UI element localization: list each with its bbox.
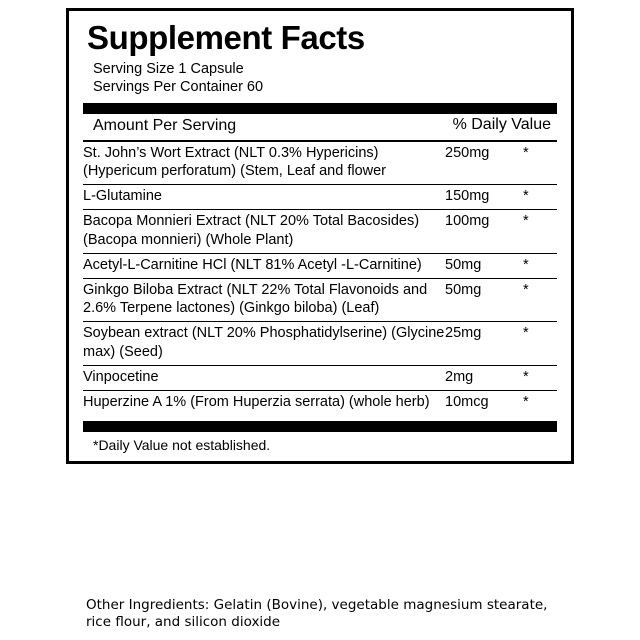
ingredient-amount: 100mg: [445, 210, 523, 254]
nutrition-table: [83, 114, 557, 140]
ingredient-name: Soybean extract (NLT 20% Phosphatidylserine) (Glycine max) (Seed): [83, 322, 445, 366]
ingredient-name: Huperzine A 1% (From Huperzia serrata) (whole herb): [83, 390, 445, 414]
divider-thick-top: [83, 103, 557, 114]
ingredient-daily-value: *: [523, 390, 557, 414]
ingredients-table: [83, 142, 557, 415]
ingredient-daily-value: *: [523, 278, 557, 322]
column-header-amount: Amount Per Serving: [93, 116, 237, 134]
table-row: [83, 142, 557, 185]
ingredient-daily-value: *: [523, 322, 557, 366]
page-title: Supplement Facts: [87, 19, 365, 56]
ingredient-daily-value: *: [523, 365, 557, 390]
ingredient-daily-value: *: [523, 210, 557, 254]
table-row: [83, 278, 557, 322]
ingredient-name: Bacopa Monnieri Extract (NLT 20% Total Bacosides) (Bacopa monnieri) (Whole Plant): [83, 210, 445, 254]
ingredient-daily-value: *: [523, 144, 529, 161]
column-header-daily-value: % Daily Value: [452, 115, 551, 133]
serving-size: Serving Size 1 Capsule: [93, 60, 244, 77]
ingredient-amount: 150mg: [445, 185, 523, 210]
ingredient-name: Vinpocetine: [83, 365, 445, 390]
ingredient-amount: 50mg: [445, 278, 523, 322]
daily-value-footnote: *Daily Value not established.: [93, 436, 271, 453]
supplement-facts-panel: [66, 8, 574, 464]
table-row: [83, 210, 557, 254]
ingredient-amount: 250mg: [445, 144, 490, 161]
ingredient-name: Ginkgo Biloba Extract (NLT 22% Total Flavonoids and 2.6% Terpene lactones) (Ginkgo biloba) (Leaf): [83, 278, 445, 322]
ingredient-amount: 10mcg: [445, 390, 523, 414]
table-row: [83, 390, 557, 414]
servings-per-container: Servings Per Container 60: [93, 79, 264, 96]
table-row: [83, 322, 557, 366]
ingredient-amount: 50mg: [445, 253, 523, 278]
ingredient-name: Acetyl-L-Carnitine HCl (NLT 81% Acetyl -L-Carnitine): [83, 253, 445, 278]
ingredient-amount: 25mg: [445, 322, 523, 366]
divider-thick-bottom: [83, 421, 557, 432]
ingredient-daily-value: *: [523, 185, 557, 210]
table-row: [83, 185, 557, 210]
table-header-row: [83, 114, 557, 140]
ingredient-amount: 2mg: [445, 365, 523, 390]
table-row: [83, 253, 557, 278]
table-row: [83, 365, 557, 390]
ingredient-daily-value: *: [523, 253, 557, 278]
other-ingredients: Other Ingredients: Gelatin (Bovine), vegetable magnesium stearate, rice flour, and silicon dioxide: [86, 597, 548, 631]
ingredient-name: St. John’s Wort Extract (NLT 0.3% Hypericins) (Hypericum perforatum) (Stem, Leaf and flower: [83, 144, 386, 180]
ingredient-name: L-Glutamine: [83, 185, 445, 210]
